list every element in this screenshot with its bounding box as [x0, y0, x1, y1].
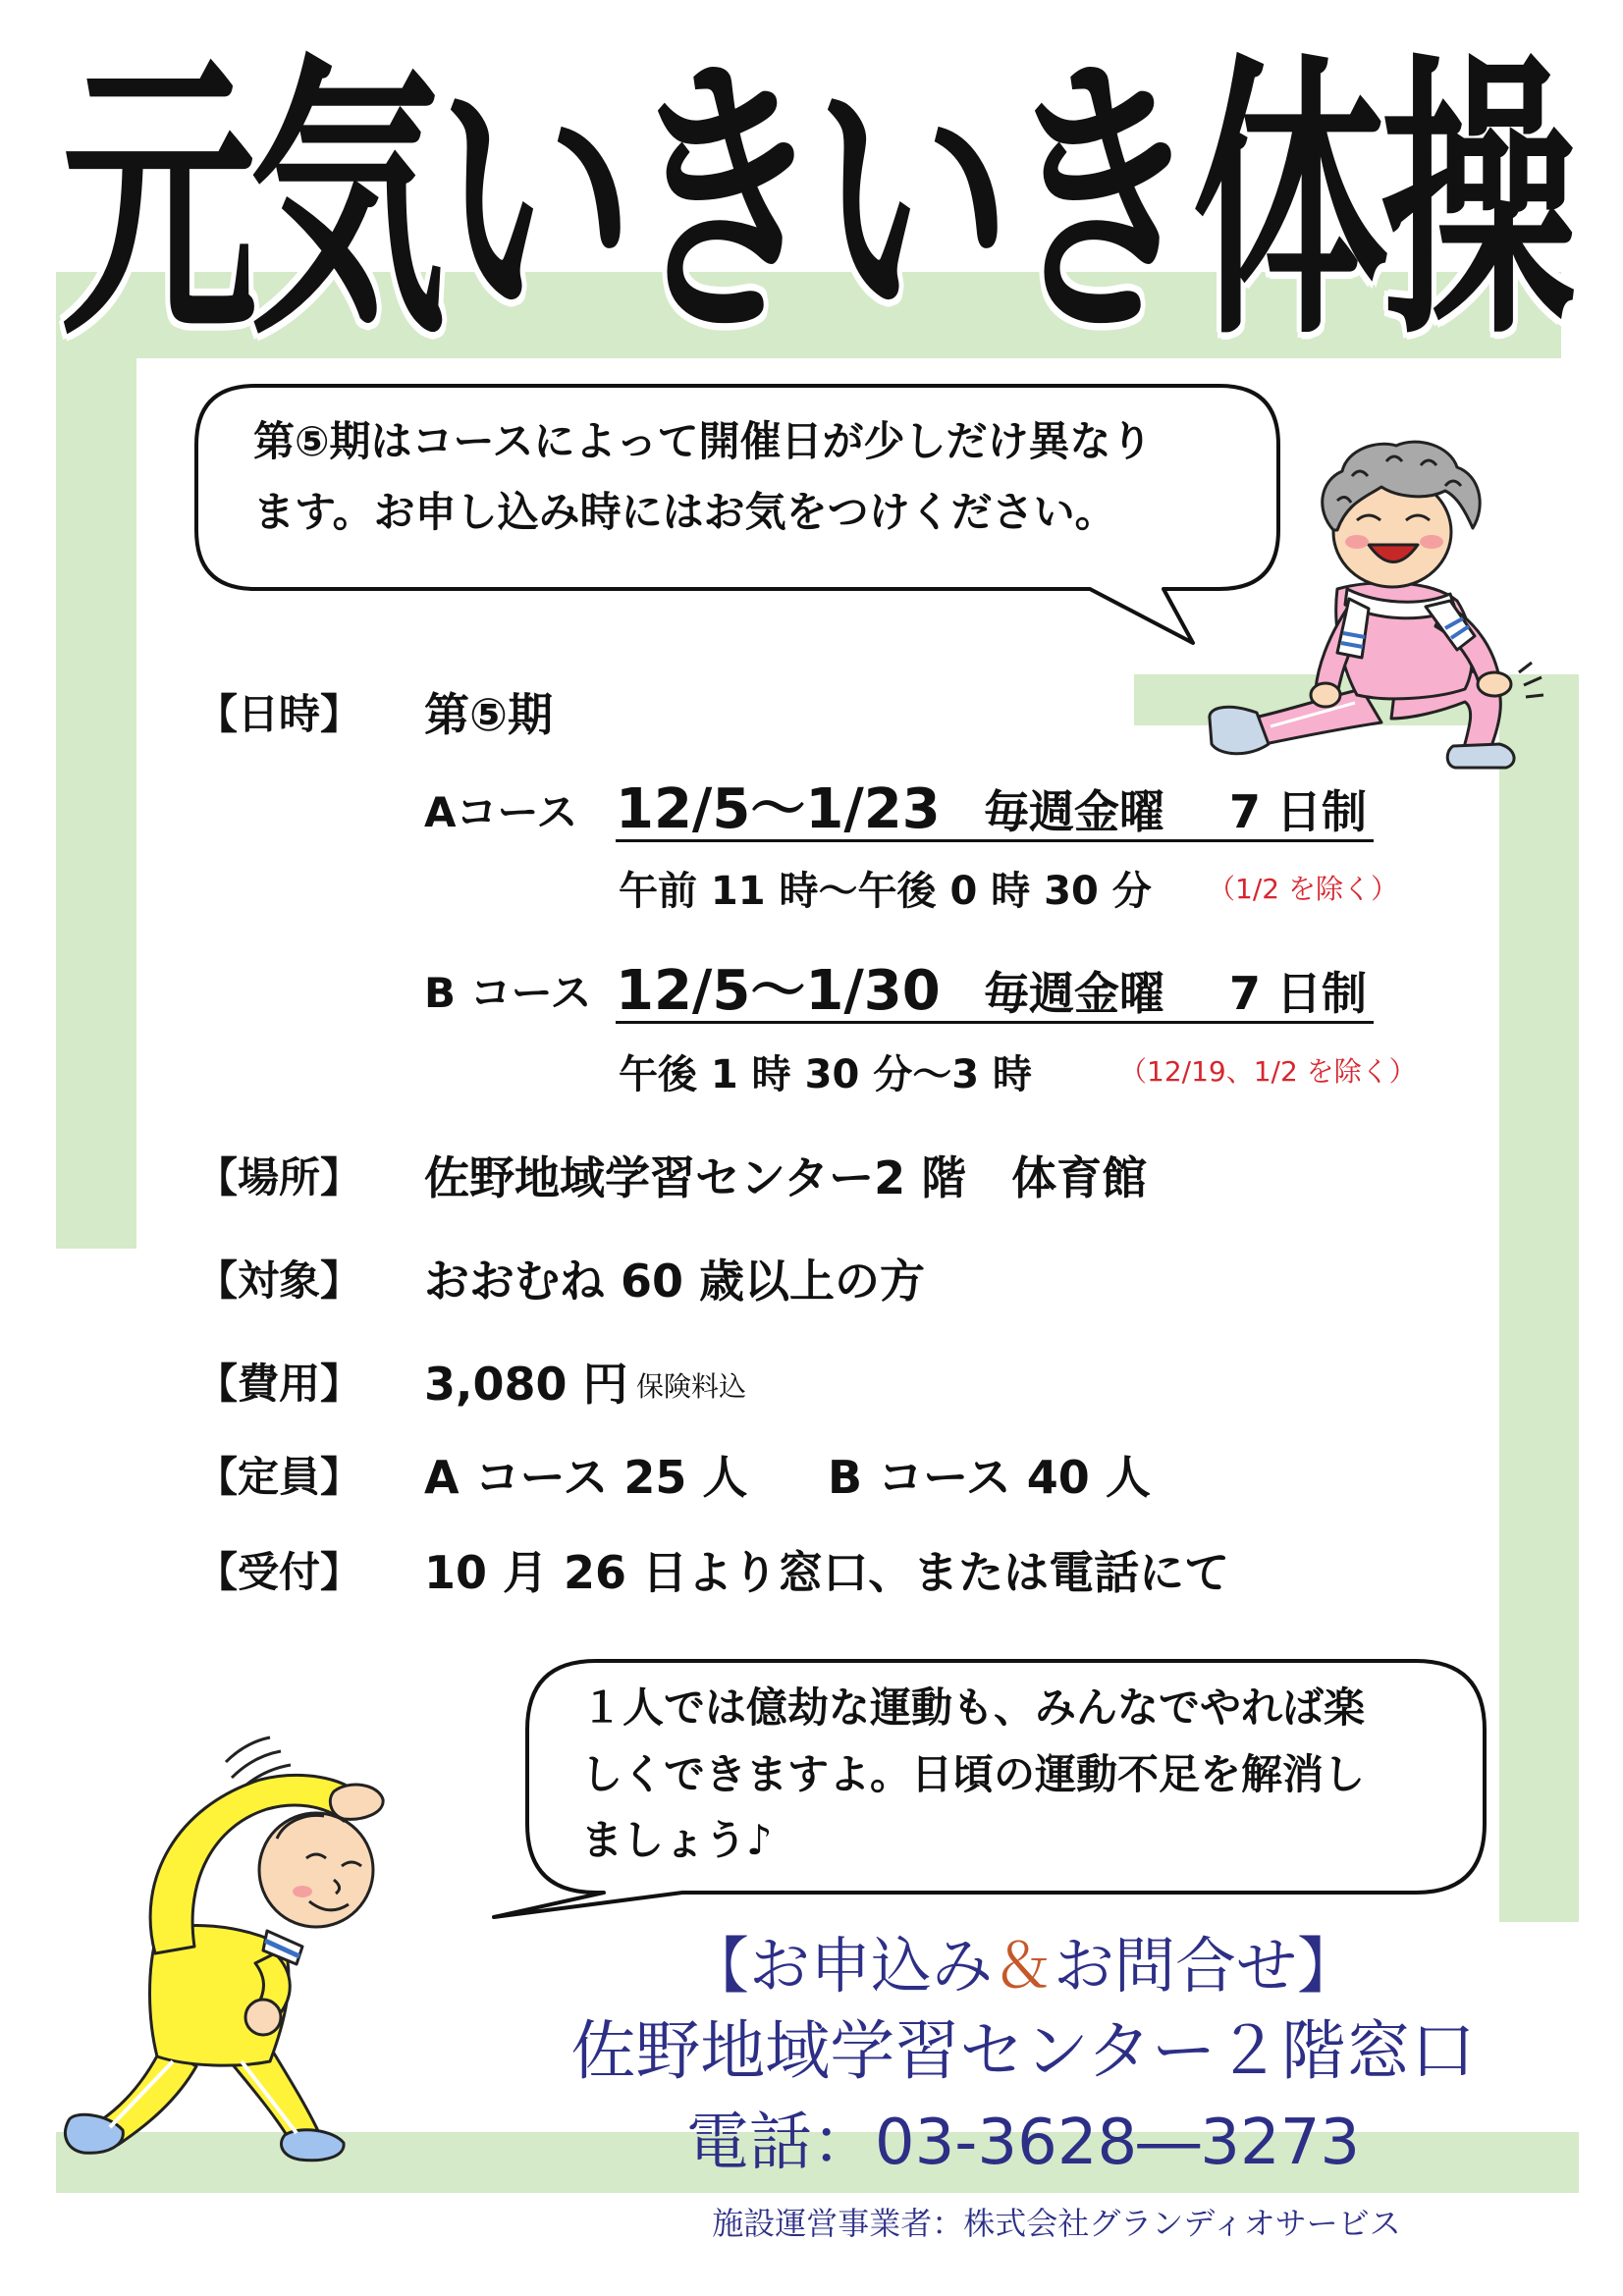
course-b-weekday: 毎週金曜	[984, 967, 1164, 1020]
course-b-sessions: 7 日制	[1229, 967, 1368, 1020]
course-b-dates: 12/5～1/30	[616, 959, 941, 1023]
capacity-label: 【定員】	[196, 1453, 362, 1501]
left-shoe	[1210, 707, 1269, 753]
contact-heading-close: お問合せ】	[1054, 1930, 1359, 2002]
bubble-top-line-1: 第⑤期はコースによって開催日が少しだけ異なり	[253, 417, 1153, 465]
course-b-name: B コース	[424, 969, 592, 1017]
course-a-time: 午前 11 時～午後 0 時 30 分	[619, 869, 1152, 914]
place-label: 【場所】	[196, 1153, 362, 1201]
frame-right-bar	[1499, 674, 1579, 1922]
fist	[245, 2000, 281, 2035]
capacity-course-a: A コース 25 人	[424, 1451, 748, 1504]
course-a-dates: 12/5～1/23	[616, 777, 941, 841]
bubble-bottom-line-3: ましょう♪	[581, 1816, 773, 1864]
course-a-weekday: 毎週金曜	[984, 785, 1164, 838]
target-value: おおむね 60 歳以上の方	[424, 1255, 926, 1308]
reception-label: 【受付】	[196, 1548, 362, 1596]
ampersand: ＆	[992, 1930, 1054, 2002]
exercising-woman-illustration	[1200, 432, 1583, 771]
course-a-sessions: 7 日制	[1229, 785, 1368, 838]
course-a-name: Aコース	[424, 788, 578, 836]
course-a-note: （1/2 を除く）	[1208, 873, 1398, 905]
bubble-top-line-2: ます。お申し込み時にはお気をつけください。	[253, 488, 1116, 536]
fee-note: 保険料込	[636, 1370, 747, 1403]
frame-left-bar	[56, 272, 136, 1249]
contact-phone: 電話：03-3628―3273	[685, 2107, 1361, 2179]
fee-value: 3,080 円	[424, 1358, 628, 1411]
schedule-label: 【日時】	[196, 690, 362, 738]
reception-value: 10 月 26 日より窓口、または電話にて	[424, 1546, 1230, 1599]
hand-on-head	[330, 1785, 383, 1819]
course-b-time: 午後 1 時 30 分～3 時	[619, 1052, 1032, 1097]
fee-label: 【費用】	[196, 1360, 362, 1408]
course-b-note: （12/19、1/2 を除く）	[1119, 1055, 1417, 1088]
contact-heading-open: 【お申込み	[687, 1930, 993, 2002]
contact-place: 佐野地域学習センター２階窓口	[570, 2013, 1476, 2089]
place-value: 佐野地域学習センター2 階 体育館	[424, 1151, 1148, 1204]
right-shoe	[1447, 744, 1514, 768]
page-title: 元気いきいき体操	[61, 31, 1570, 375]
right-shoe	[281, 2130, 344, 2161]
contact-heading	[532, 1930, 1514, 2002]
schedule-term: 第⑤期	[424, 688, 553, 741]
bubble-bottom-line-2: しくできますよ。日頃の運動不足を解消し	[581, 1750, 1366, 1798]
course-b-schedule-line	[616, 959, 1374, 1024]
bubble-bottom-line-1: １人では億劫な運動も、みんなでやれば楽	[581, 1683, 1366, 1732]
capacity-course-b: B コース 40 人	[828, 1451, 1151, 1504]
course-a-schedule-line	[616, 777, 1374, 842]
operator: 施設運営事業者：株式会社グランディオサービス	[712, 2205, 1401, 2242]
stretching-man-illustration	[49, 1723, 442, 2179]
head	[259, 1813, 373, 1927]
target-label: 【対象】	[196, 1256, 362, 1305]
